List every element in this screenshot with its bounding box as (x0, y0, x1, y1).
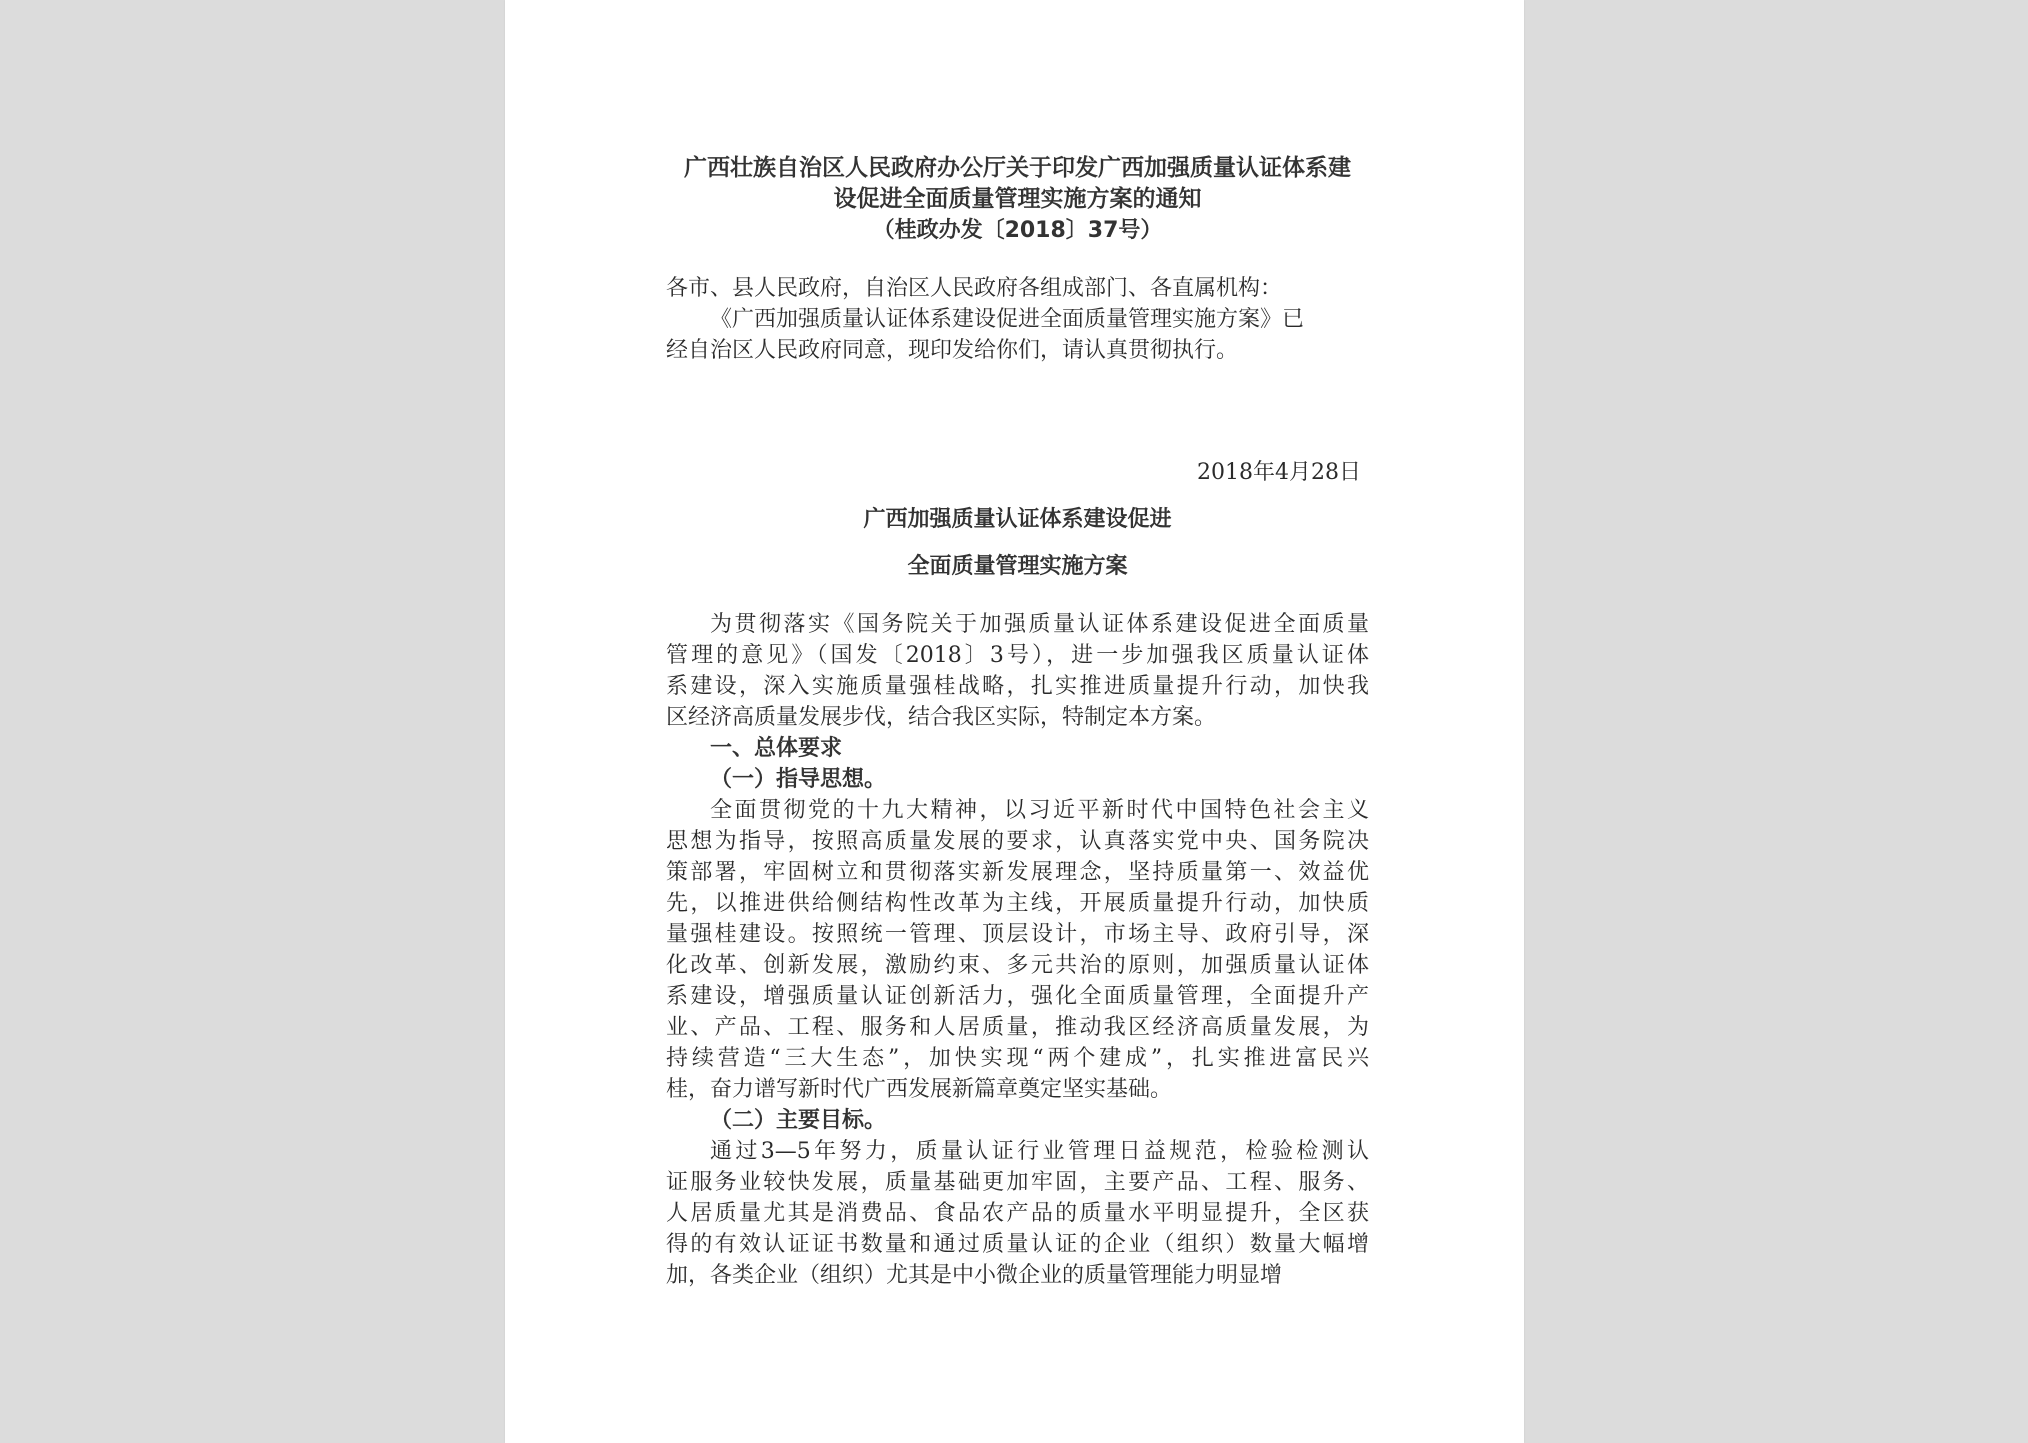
section-heading-general-requirements: 一、总体要求 (710, 736, 843, 761)
guiding-thought-line: 全面贯彻党的十九大精神，以习近平新时代中国特色社会主义 (710, 798, 1369, 823)
notice-body-line-2: 经自治区人民政府同意，现印发给你们，请认真贯彻执行。 (666, 338, 1239, 363)
intro-line: 为贯彻落实《国务院关于加强质量认证体系建设促进全面质量 (710, 612, 1369, 637)
notice-body-line-1: 《广西加强质量认证体系建设促进全面质量管理实施方案》已 (710, 307, 1305, 332)
guiding-thought-line: 持续营造“三大生态”，加快实现“两个建成”，扎实推进富民兴 (666, 1046, 1369, 1071)
guiding-thought-line: 系建设，增强质量认证创新活力，强化全面质量管理，全面提升产 (666, 984, 1369, 1009)
main-goals-line: 得的有效认证证书数量和通过质量认证的企业（组织）数量大幅增 (666, 1232, 1369, 1257)
subsection-heading-main-goals: （二）主要目标。 (710, 1108, 887, 1133)
guiding-thought-line: 先，以推进供给侧结构性改革为主线，开展质量提升行动，加快质 (666, 891, 1369, 916)
plan-title-line-2: 全面质量管理实施方案 (907, 554, 1128, 579)
addressee: 各市、县人民政府，自治区人民政府各组成部门、各直属机构： (666, 276, 1283, 301)
document-number: （桂政办发〔2018〕37号） (872, 218, 1163, 243)
main-goals-line: 通过3—5年努力，质量认证行业管理日益规范，检验检测认 (710, 1139, 1369, 1164)
plan-title-line-1: 广西加强质量认证体系建设促进 (863, 507, 1172, 532)
guiding-thought-line: 思想为指导，按照高质量发展的要求，认真落实党中央、国务院决 (666, 829, 1369, 854)
main-goals-line: 证服务业较快发展，质量基础更加牢固，主要产品、工程、服务、 (666, 1170, 1369, 1195)
guiding-thought-line: 化改革、创新发展，激励约束、多元共治的原则，加强质量认证体 (666, 953, 1369, 978)
issue-date: 2018年4月28日 (1197, 460, 1361, 485)
notice-title-line-1: 广西壮族自治区人民政府办公厅关于印发广西加强质量认证体系建 (684, 155, 1351, 181)
guiding-thought-line: 桂，奋力谱写新时代广西发展新篇章奠定坚实基础。 (666, 1077, 1173, 1102)
intro-line: 区经济高质量发展步伐，结合我区实际，特制定本方案。 (666, 705, 1217, 730)
document-page (505, 0, 1524, 1443)
guiding-thought-line: 量强桂建设。按照统一管理、顶层设计，市场主导、政府引导，深 (666, 922, 1369, 947)
page-content (666, 153, 1369, 1291)
notice-title-line-2: 设促进全面质量管理实施方案的通知 (833, 186, 1202, 212)
guiding-thought-line: 业、产品、工程、服务和人居质量，推动我区经济高质量发展，为 (666, 1015, 1369, 1040)
guiding-thought-line: 策部署，牢固树立和贯彻落实新发展理念，坚持质量第一、效益优 (666, 860, 1369, 885)
main-goals-line: 加，各类企业（组织）尤其是中小微企业的质量管理能力明显增 (666, 1263, 1283, 1288)
intro-line: 管理的意见》（国发〔2018〕3号），进一步加强我区质量认证体 (666, 643, 1369, 668)
main-goals-line: 人居质量尤其是消费品、食品农产品的质量水平明显提升，全区获 (666, 1201, 1369, 1226)
plan-body (666, 609, 1369, 1291)
subsection-heading-guiding-thought: （一）指导思想。 (710, 767, 887, 792)
intro-line: 系建设，深入实施质量强桂战略，扎实推进质量提升行动，加快我 (666, 674, 1369, 699)
